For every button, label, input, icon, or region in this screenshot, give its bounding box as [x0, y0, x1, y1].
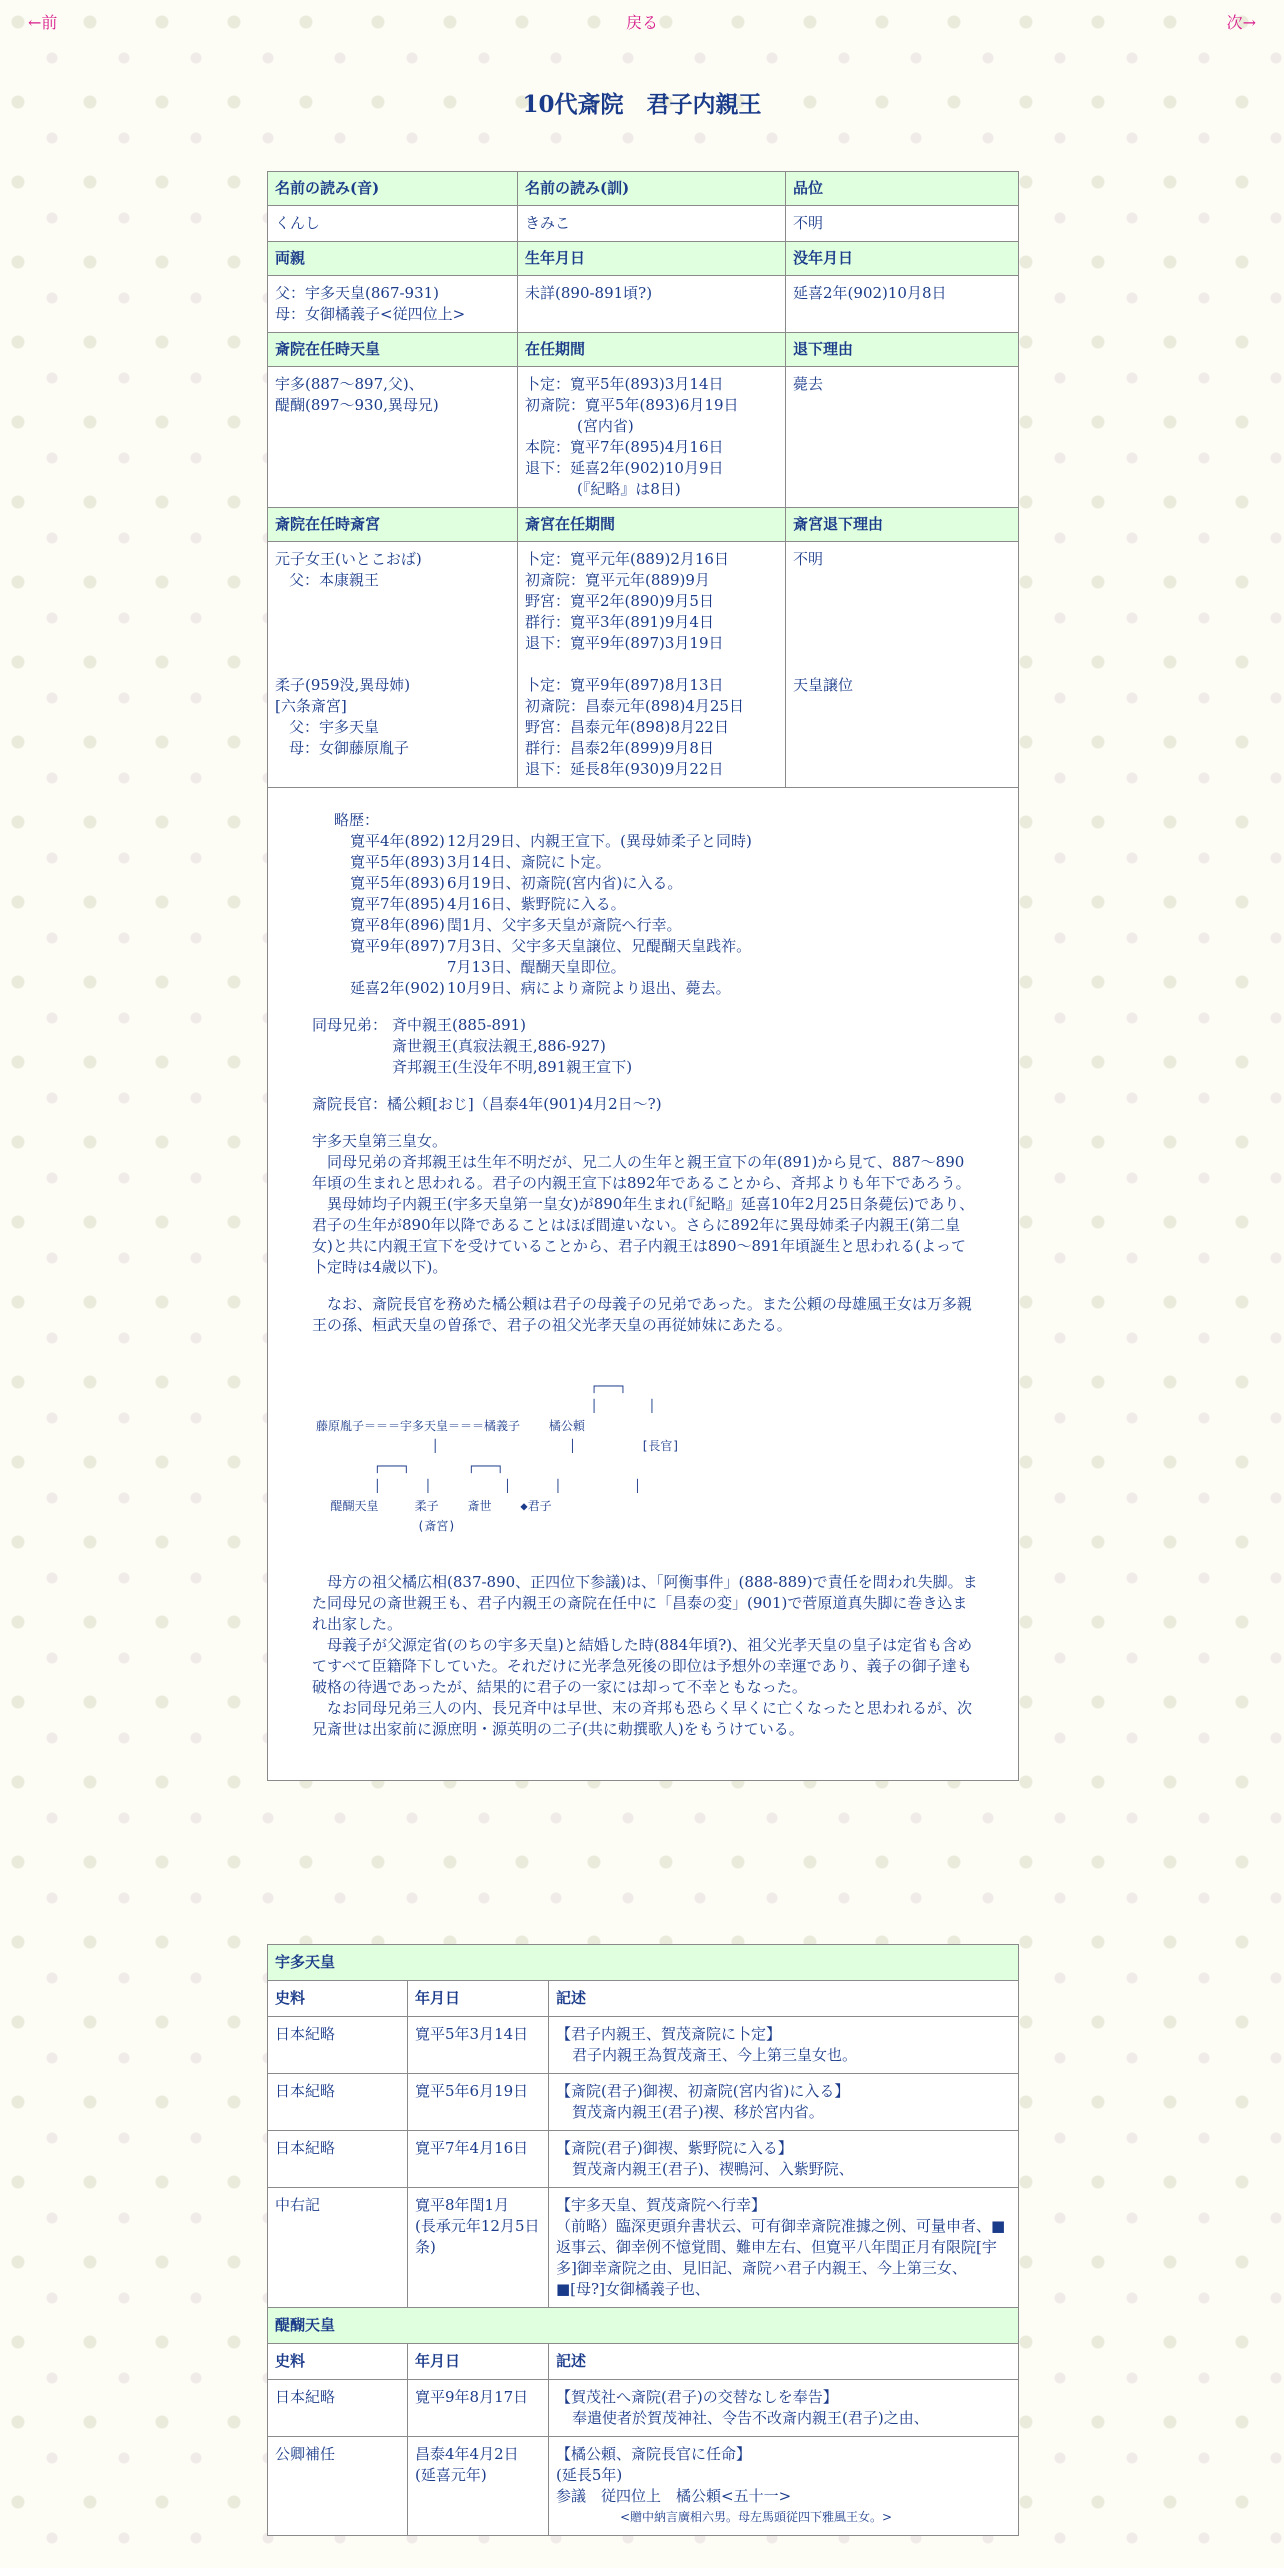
header-name-on: 名前の読み(音): [268, 172, 518, 206]
emperor-2: 醍醐(897～930,異母兄): [275, 396, 439, 414]
top-navigation: [0, 10, 1284, 34]
history-label: 略歴：: [334, 811, 380, 829]
term-line: 本院：寛平7年(895)4月16日: [525, 438, 724, 456]
sibling: 斉中親王(885-891): [392, 1016, 527, 1034]
saigu-2-father: 父：宇多天皇: [289, 718, 380, 736]
history-row: 寛平4年(892) 12月29日、内親王宣下。(異母姉柔子と同時): [350, 832, 752, 850]
header-reason: 退下理由: [786, 333, 1019, 367]
mother: 母：女御橘義子<従四位上>: [275, 305, 466, 323]
table-row: 中右記 寛平8年閏1月 (長承元年12月5日条) 【宇多天皇、賀茂斎院へ行幸】 （前略）臨深更頭弁書状云、可有御幸斎院准據之例、可量申者、■返事云、御幸例不憶覚間、難申左右、但寛平八年閏正月有限院[宇多]御幸斎院之由、見旧記、斎院ハ君子内親王、今上第三女、■[母?]女御橘義子也、: [268, 2188, 1019, 2308]
term-line: 初斎院：寛平元年(889)9月: [525, 571, 710, 589]
header-birth: 生年月日: [518, 242, 786, 276]
col-source: 史料: [268, 1981, 408, 2017]
history-row: 寛平9年(897) 7月3日、父宇多天皇譲位、兄醍醐天皇践祚。: [350, 937, 752, 955]
term-line: 野宮：寛平2年(890)9月5日: [525, 592, 714, 610]
col-record: 記述: [549, 1981, 1019, 2017]
term-line: 卜定：寛平9年(897)8月13日: [525, 676, 724, 694]
saigu-1-father: 父：本康親王: [289, 571, 380, 589]
header-name-kun: 名前の読み(訓): [518, 172, 786, 206]
page-title: 10代斎院 君子内親王: [522, 91, 762, 118]
history-row: 7月13日、醍醐天皇即位。: [447, 958, 626, 976]
term-line: 卜定：寛平元年(889)2月16日: [525, 550, 729, 568]
saigu-1-name: 元子女王(いとこおば): [275, 550, 422, 568]
paragraph-6: なお同母兄弟三人の内、長兄斉中は早世、末の斉邦も恐らく早くに亡くなったと思われるが、次兄斎世は出家前に源庶明・源英明の二子(共に勅撰歌人)をもうけている。: [312, 1699, 973, 1738]
saigu-2-note: [六条斎宮]: [275, 697, 347, 715]
paragraph-2: 異母姉均子内親王(宇多天皇第一皇女)が890年生まれ(『紀略』延喜10年2月25日条薨伝)であり、君子の生年が890年以降であることはほぼ間違いない。さらに892年に異母姉柔子内親王(第二皇女)と共に内親王宣下を受けていることから、君子内親王は890～891年頃誕生と思われる(よって卜定時は4歳以下)。: [312, 1195, 975, 1276]
next-link[interactable]: 次→: [1226, 13, 1256, 32]
table-row: 日本紀略 寛平5年3月14日 【君子内親王、賀茂斎院に卜定】 君子内親王為賀茂斎王、今上第三皇女也。: [268, 2017, 1019, 2074]
history-row: 寛平7年(895) 4月16日、紫野院に入る。: [350, 895, 626, 913]
saigu-2-term: [518, 668, 786, 788]
prev-link[interactable]: ←前: [28, 13, 58, 32]
death-date: 延喜2年(902)10月8日: [786, 276, 1019, 333]
parents-cell: [268, 276, 518, 333]
term-line: 群行：昌泰2年(899)9月8日: [525, 739, 714, 757]
saigu-1-term: [518, 542, 786, 669]
header-parents: 両親: [268, 242, 518, 276]
paragraph-5: 母義子が父源定省(のちの宇多天皇)と結婚した時(884年頃?)、祖父光孝天皇の皇子は定省も含めてすべて臣籍降下していた。それだけに光孝急死後の即位は予想外の幸運であり、義子の御子達も破格の待遇であったが、結果的に君子の一家には却って不幸ともなった。: [312, 1636, 973, 1696]
profile-table: [267, 171, 1019, 1781]
term-line: 初斎院：昌泰元年(898)4月25日: [525, 697, 744, 715]
table-row: 日本紀略 寛平5年6月19日 【斎院(君子)御禊、初斎院(宮内省)に入る】 賀茂斎内親王(君子)禊、移於宮内省。: [268, 2074, 1019, 2131]
header-saigu: 斎院在任時斎宮: [268, 508, 518, 542]
header-term: 在任期間: [518, 333, 786, 367]
term-line: 群行：寛平3年(891)9月4日: [525, 613, 714, 631]
rank: 不明: [786, 206, 1019, 242]
term-line: 初斎院：寛平5年(893)6月19日: [525, 396, 739, 414]
header-death: 没年月日: [786, 242, 1019, 276]
col-date: 年月日: [408, 1981, 549, 2017]
term-line: 退下：延長8年(930)9月22日: [525, 760, 724, 778]
back-link[interactable]: 戻る: [626, 13, 659, 32]
term-line: 野宮：昌泰元年(898)8月22日: [525, 718, 729, 736]
term-note: (『紀略』は8日): [577, 480, 681, 498]
paragraph-4: 母方の祖父橘広相(837-890、正四位下参議)は、「阿衡事件」(888-889)で責任を問われ失脚。また同母兄の斎世親王も、君子内親王の斎院在任中に「昌泰の変」(901)で菅原道真失脚に巻き込まれ出家した。: [312, 1573, 978, 1633]
saigu-2-name: 柔子(959没,異母姉): [275, 676, 411, 694]
col-source: 史料: [268, 2344, 408, 2380]
table-row: 日本紀略 寛平9年8月17日 【賀茂社へ斎院(君子)の交替なしを奉告】 奉遣使者於賀茂神社、令告不改斎内親王(君子)之由、: [268, 2380, 1019, 2437]
table-row: 日本紀略 寛平7年4月16日 【斎院(君子)御禊、紫野院に入る】 賀茂斎内親王(君子)、禊鴨河、入紫野院、: [268, 2131, 1019, 2188]
term-note: (宮内省): [577, 417, 634, 435]
emperor-cell: [268, 367, 518, 508]
header-saigu-reason: 斎宮退下理由: [786, 508, 1019, 542]
col-record: 記述: [549, 2344, 1019, 2380]
saigu-2-cell: [268, 668, 518, 788]
chokan: 斎院長官：橘公頼[おじ]（昌泰4年(901)4月2日～?): [312, 1095, 662, 1113]
term-line: 退下：延喜2年(902)10月9日: [525, 459, 724, 477]
sibling: 斉邦親王(生没年不明,891親王宣下): [392, 1058, 633, 1076]
history-row: 寛平8年(896) 閏1月、父宇多天皇が斎院へ行幸。: [350, 916, 682, 934]
sibling: 斎世親王(真寂法親王,886-927): [392, 1037, 606, 1055]
history-row: 延喜2年(902) 10月9日、病により斎院より退出、薨去。: [350, 979, 731, 997]
term-line: 退下：寛平9年(897)3月19日: [525, 634, 724, 652]
sources-table: [267, 1944, 1019, 2536]
emperor-1: 宇多(887～897,父)、: [275, 375, 424, 393]
header-emperor: 斎院在任時天皇: [268, 333, 518, 367]
siblings-label: 同母兄弟：: [312, 1016, 388, 1034]
header-saigu-term: 斎宮在任期間: [518, 508, 786, 542]
table-row: 公卿補任 昌泰4年4月2日 (延喜元年) 【橘公頼、斎院長官に任命】 (延長5年) 参議 従四位上 橘公頼<五十一> <贈中納言廣相六男。母左馬頭従四下雅風王女。>: [268, 2437, 1019, 2536]
history-row: 寛平5年(893) 3月14日、斎院に卜定。: [350, 853, 611, 871]
father: 父：宇多天皇(867-931): [275, 284, 440, 302]
reason: 薨去: [786, 367, 1019, 508]
name-kun: きみこ: [518, 206, 786, 242]
saigu-2-mother: 母：女御藤原胤子: [289, 739, 410, 757]
genealogy-diagram: ┌───┐ │ │ 藤原胤子＝＝＝宇多天皇＝＝＝橘義子 橘公頼 │ │ [長官] ┌───┐ ┌───┐ │ │ │ │ │ 醍醐天皇 柔子 斎世 ◆君子 (斎宮): [316, 1379, 680, 1533]
group-title: 醍醐天皇: [268, 2308, 1019, 2344]
narrative-cell: [268, 788, 1019, 1781]
history-block: [308, 810, 978, 999]
saigu-1-cell: [268, 542, 518, 669]
birth-date: 未詳(890-891頃?): [518, 276, 786, 333]
col-date: 年月日: [408, 2344, 549, 2380]
name-on: くんし: [268, 206, 518, 242]
header-rank: 品位: [786, 172, 1019, 206]
history-row: 寛平5年(893) 6月19日、初斎院(宮内省)に入る。: [350, 874, 683, 892]
saigu-2-reason: 天皇譲位: [786, 668, 1019, 788]
siblings-block: [312, 1015, 978, 1078]
paragraph-3: なお、斎院長官を務めた橘公頼は君子の母義子の兄弟であった。また公頼の母雄風王女は万多親王の孫、桓武天皇の曽孫で、君子の祖父光孝天皇の再従姉妹にあたる。: [312, 1295, 972, 1334]
term-cell: [518, 367, 786, 508]
term-line: 卜定：寛平5年(893)3月14日: [525, 375, 724, 393]
saigu-1-reason: 不明: [786, 542, 1019, 669]
paragraph-1: 宇多天皇第三皇女。 同母兄弟の斉邦親王は生年不明だが、兄二人の生年と親王宣下の年(891)から見て、887～890年頃の生まれと思われる。君子の内親王宣下は892年であることから、斉邦よりも年下であろう。 異母姉均子内親王(宇多天皇第一皇女)が890年生まれ(『紀略』延喜10年2月25日条薨伝)であり、君子の生年が890年以降であることはほぼ間違いない。さらに892年に異母姉柔子内親王(第二皇女)と共に内親王宣下を受けていることから、君子内親王は890～891年頃誕生と思われる(よって卜定時は4歳以下)。: [312, 1131, 978, 1278]
group-title: 宇多天皇: [268, 1945, 1019, 1981]
